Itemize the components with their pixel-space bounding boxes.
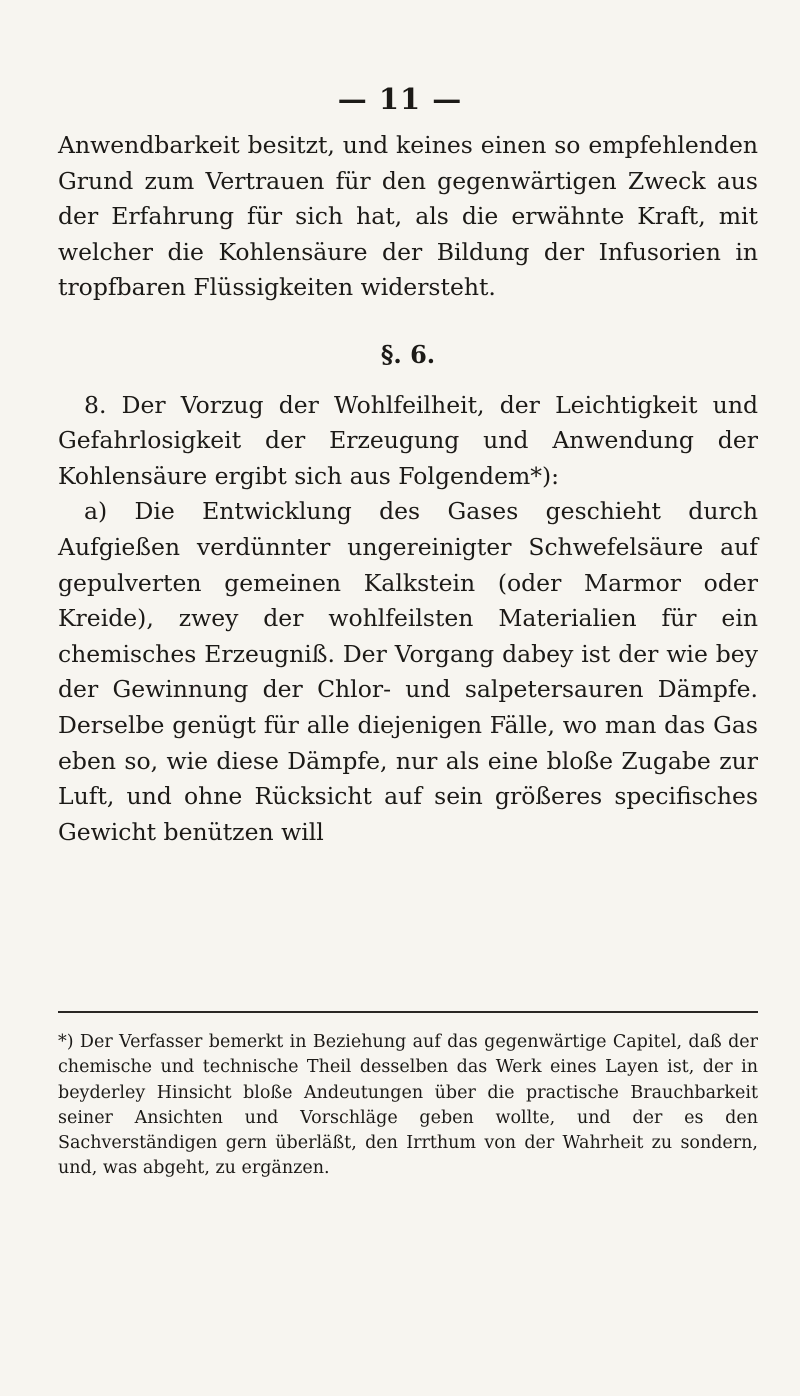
footnote <box>58 1030 758 1182</box>
paragraph-3: a) Die Entwicklung des Gases geschieht durch Aufgießen verdünnter ungereinigter Schwefelsäure auf gepulverten gemeinen Kalkstein (oder Marmor oder Kreide), zwey der wohlfeilsten Materialien für ein chemisches Erzeugniß. Der Vorgang dabey ist der wie bey der Gewinnung der Chlor- und salpetersauren Dämpfe. Derselbe genügt für alle diejenigen Fälle, wo man das Gas eben so, wie diese Dämpfe, nur als eine bloße Zugabe zur Luft, und ohne Rücksicht auf sein größeres specifisches Gewicht benützen will <box>58 497 758 846</box>
section-heading: §. 6. <box>380 339 436 369</box>
main-text <box>58 128 758 850</box>
page-number: — 11 — <box>337 82 463 116</box>
paragraph-1: Anwendbarkeit besitzt, und keines einen so empfehlenden Grund zum Vertrauen für den gegenwärtigen Zweck aus der Erfahrung für sich hat, als die erwähnte Kraft, mit welcher die Kohlensäure der Bildung der Infusorien in tropfbaren Flüssigkeiten widersteht. <box>58 131 758 302</box>
footnote-text: *) Der Verfasser bemerkt in Beziehung auf das gegenwärtige Capitel, daß der chemische und technische Theil desselben das Werk eines Layen ist, der in beyderley Hinsicht bloße Andeutungen über die practische Brauchbarkeit seiner Ansichten und Vorschläge geben wollte, und der es den Sachverständigen gern überläßt, den Irrthum von der Wahrheit zu sondern, und, was abgeht, zu ergänzen. <box>58 1032 758 1179</box>
paragraph-2: 8. Der Vorzug der Wohlfeilheit, der Leichtigkeit und Gefahrlosigkeit der Erzeugung und Anwendung der Kohlensäure ergibt sich aus Folgendem*): <box>58 390 758 490</box>
footnote-divider <box>58 1011 758 1013</box>
